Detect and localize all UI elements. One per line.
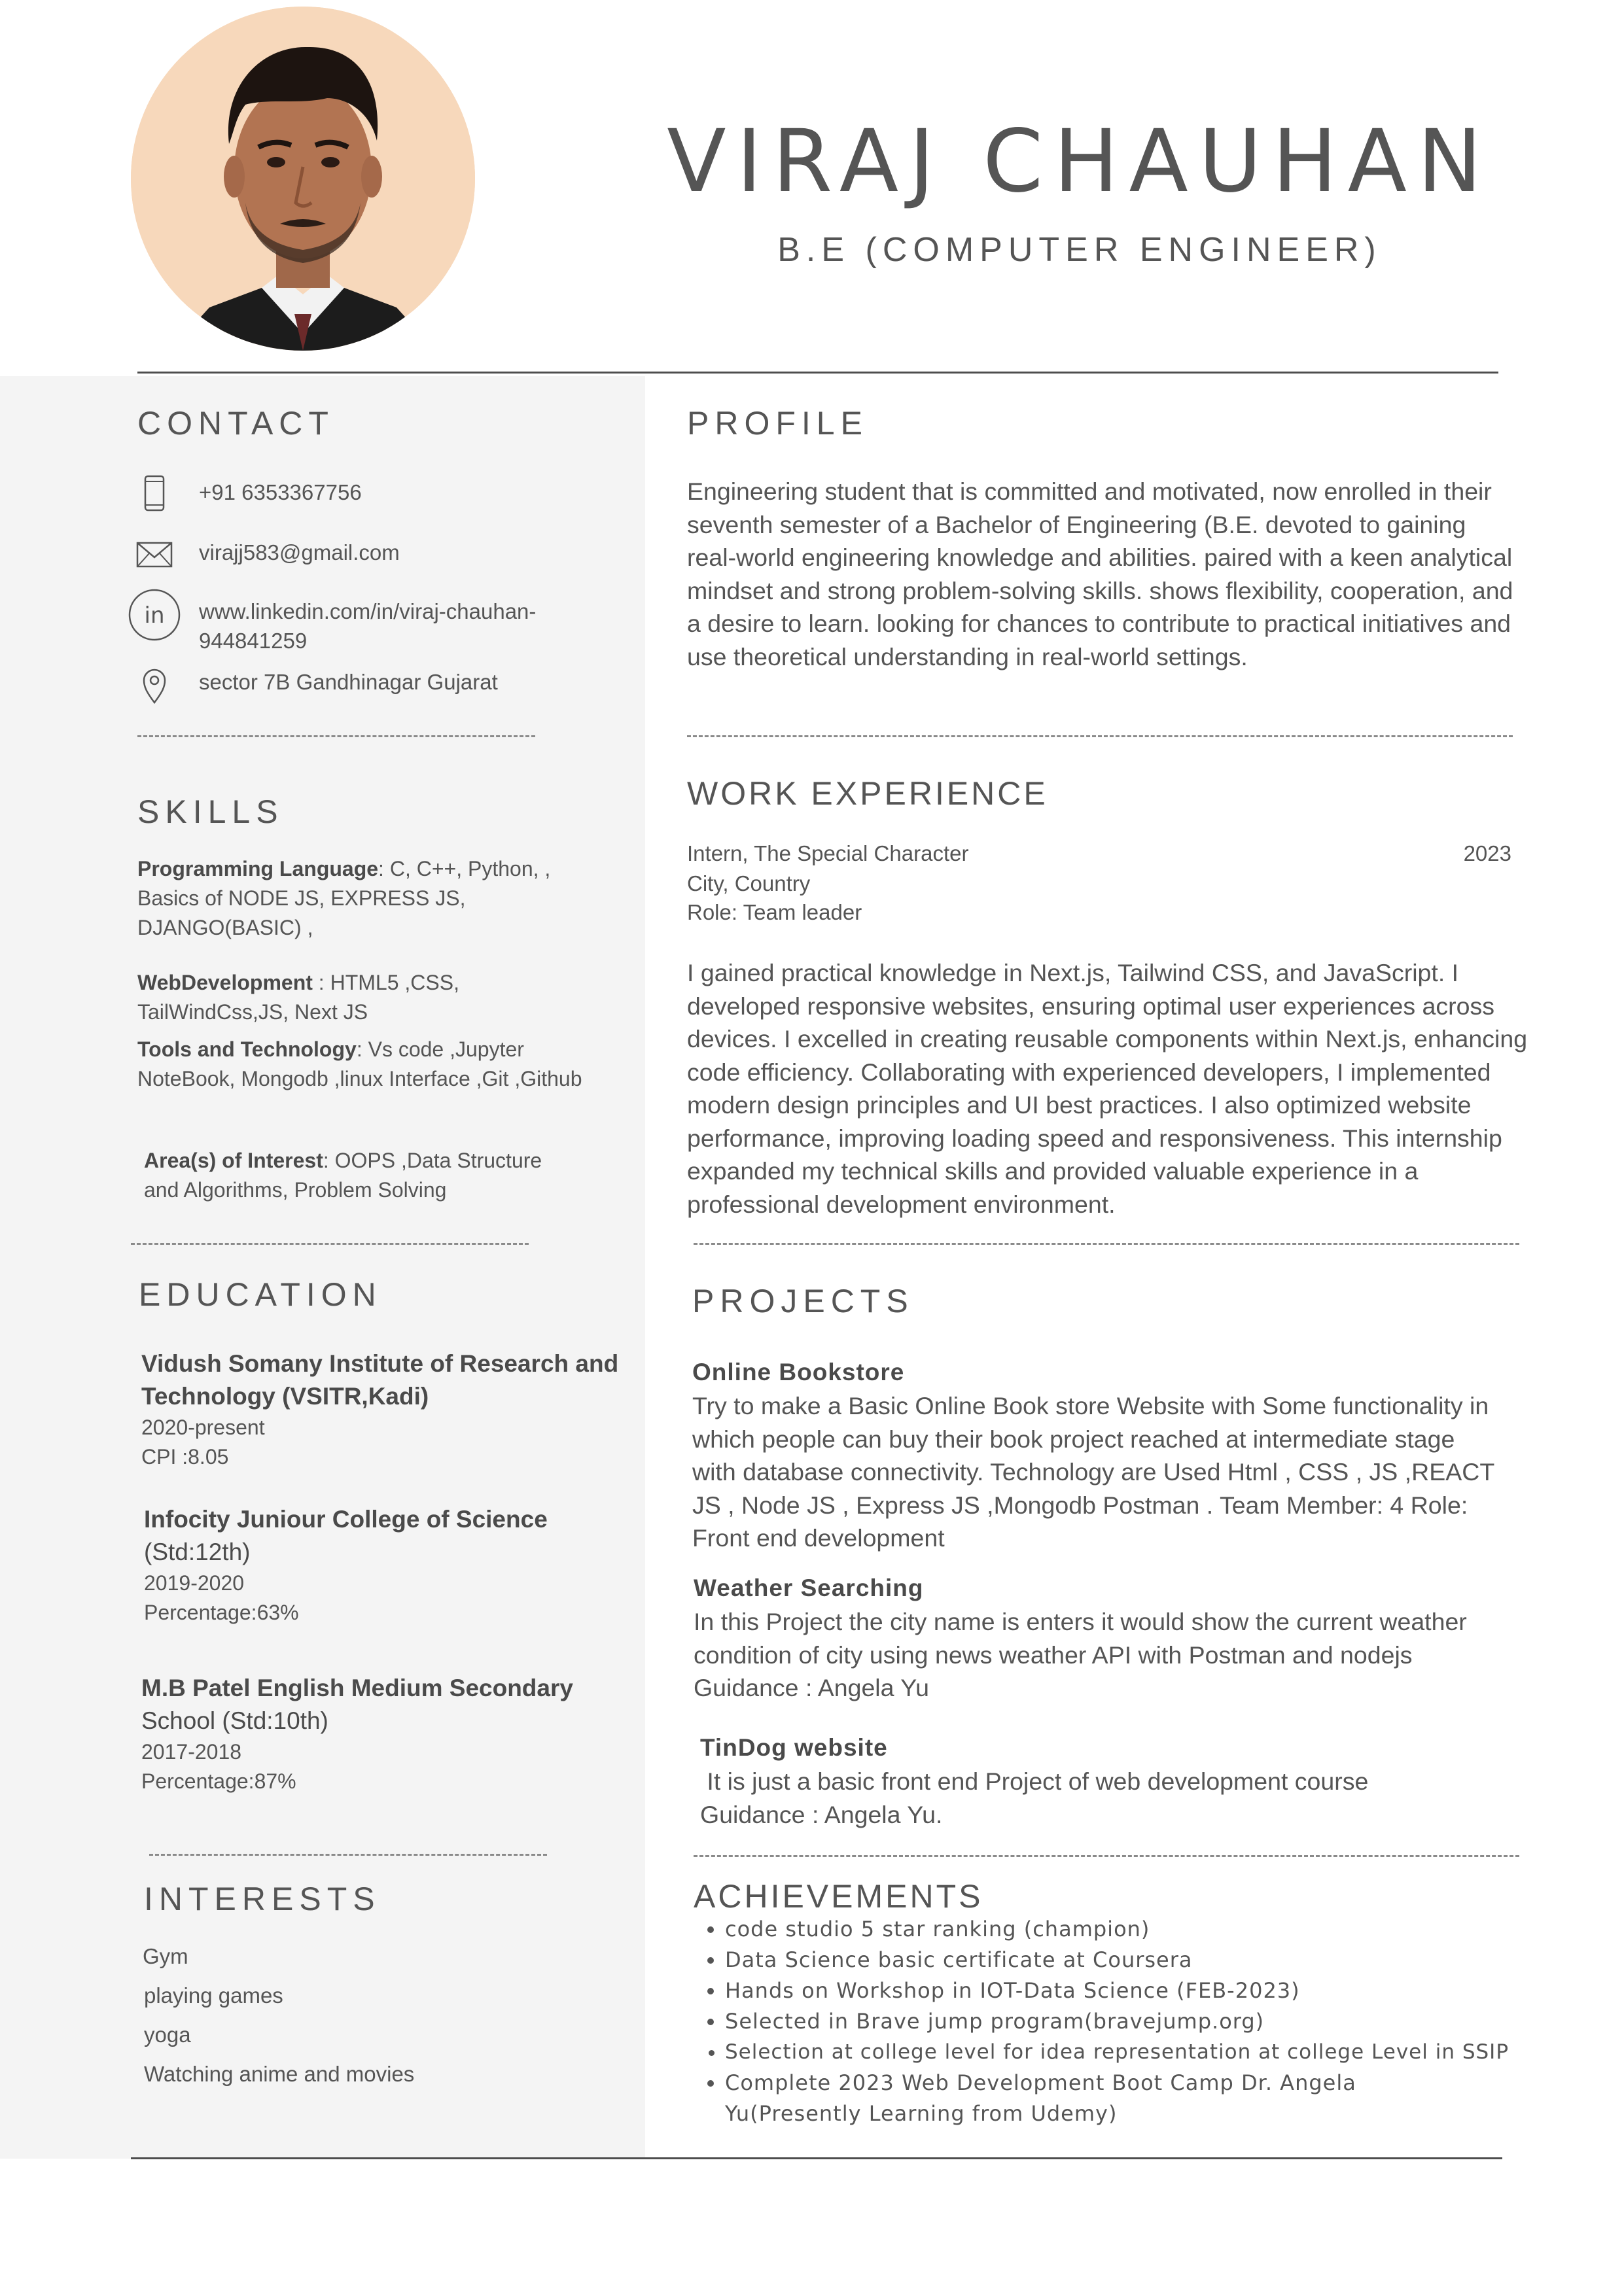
- profile-summary: Engineering student that is committed and motivated, now enrolled in their seventh semester of a Bachelor of Engineering (B.E. devoted to gaining real-world engineering knowledge and abilities. paired with a keen analytical mindset and strong problem-solving skills. shows flexibility, cooperation, and a desire to learn. looking for chances to contribute to practical initiatives and use theoretical understanding in real-world settings.: [687, 478, 1513, 670]
- svg-text:in: in: [144, 602, 165, 629]
- skill-value: : C, C++, Python, , Basics of NODE JS, EXPRESS JS, DJANGO(BASIC) ,: [137, 857, 551, 939]
- achievements-list: [687, 1914, 1576, 2129]
- education-years: 2019-2020: [144, 1571, 245, 1595]
- contact-email: [131, 532, 589, 585]
- skill-webdev: [137, 968, 589, 1027]
- project-name: TinDog website: [700, 1734, 888, 1761]
- avatar-portrait: [131, 7, 475, 351]
- project-item: [692, 1355, 1497, 1555]
- education-heading: EDUCATION: [139, 1276, 382, 1313]
- phone-icon: [131, 472, 178, 519]
- project-item: [700, 1731, 1439, 1831]
- education-entry: [144, 1503, 628, 1627]
- education-score: Percentage:87%: [141, 1769, 296, 1793]
- education-divider: [149, 1854, 547, 1856]
- work-description: I gained practical knowledge in Next.js, Tailwind CSS, and JavaScript. I developed responsive websites, ensuring optimal user experiences across devices. I excelled in creating reusable components within Next.js, enhancing code efficiency. Collaborating with experienced developers, I implemented modern design principles and UI best practices. I also optimized website performance, improving loading speed and responsiveness. This internship expanded my technical skills and provided valuable experience in a professional development environment.: [687, 959, 1528, 1218]
- work-divider: [694, 1243, 1519, 1245]
- contact-heading: CONTACT: [137, 405, 334, 442]
- skill-value: : Vs code ,Jupyter NoteBook, Mongodb ,linux Interface ,Git ,Github: [137, 1037, 582, 1090]
- profile-photo: [131, 7, 475, 351]
- education-entry: [141, 1672, 626, 1796]
- skill-tools: [137, 1035, 589, 1094]
- skills-heading: SKILLS: [137, 793, 284, 830]
- address: sector 7B Gandhinagar Gujarat: [199, 670, 498, 694]
- footer-divider: [131, 2157, 1502, 2159]
- work-location: City, Country: [687, 871, 811, 896]
- skill-label: Programming Language: [137, 857, 379, 880]
- interest-item: Watching anime and movies: [144, 2062, 415, 2086]
- envelope-icon: [131, 532, 178, 580]
- skills-divider: [131, 1243, 529, 1245]
- achievements-heading: ACHIEVEMENTS: [694, 1878, 983, 1915]
- linkedin-icon: [127, 587, 182, 642]
- interest-item: playing games: [144, 1983, 283, 2008]
- contact-address: [131, 662, 589, 714]
- achievement-item: • Selected in Brave jump program(bravejump.org): [725, 2006, 1576, 2037]
- phone-number[interactable]: +91 6353367756: [199, 480, 362, 504]
- contact-divider: [137, 735, 535, 737]
- interest-item: Gym: [143, 1944, 188, 1968]
- work-position: Intern, The Special Character: [687, 841, 969, 865]
- education-years: 2020-present: [141, 1416, 265, 1439]
- institution-name: Infocity Juniour College of Science: [144, 1506, 548, 1533]
- skill-label: Area(s) of Interest: [144, 1149, 323, 1172]
- candidate-title: B.E (COMPUTER ENGINEER): [777, 231, 1382, 269]
- linkedin-url[interactable]: www.linkedin.com/in/viraj-chauhan-944841259: [199, 599, 537, 653]
- institution-standard: (Std:12th): [144, 1539, 251, 1565]
- education-score: Percentage:63%: [144, 1601, 299, 1624]
- work-year: 2023: [1463, 841, 1511, 865]
- email-address[interactable]: virajj583@gmail.com: [199, 540, 400, 565]
- header-divider: [137, 372, 1498, 374]
- candidate-name: VIRAJ CHAUHAN: [667, 111, 1492, 212]
- project-name: Weather Searching: [694, 1574, 924, 1601]
- location-pin-icon: [131, 662, 178, 709]
- education-score: CPI :8.05: [141, 1445, 229, 1469]
- profile-heading: PROFILE: [687, 405, 868, 442]
- profile-divider: [687, 735, 1513, 737]
- institution-standard: School (Std:10th): [141, 1707, 328, 1734]
- institution-name: M.B Patel English Medium Secondary: [141, 1675, 573, 1701]
- project-description: In this Project the city name is enters it would show the current weather condition of city using news weather API with Postman and nodejs Guidance : Angela Yu: [694, 1608, 1467, 1701]
- projects-divider: [694, 1855, 1519, 1857]
- skill-value: : HTML5 ,CSS, TailWindCss,JS, Next JS: [137, 971, 459, 1024]
- projects-heading: PROJECTS: [692, 1283, 914, 1319]
- contact-phone: [131, 472, 589, 525]
- work-role: Role: Team leader: [687, 900, 862, 924]
- project-name: Online Bookstore: [692, 1359, 905, 1385]
- interest-item: yoga: [144, 2023, 191, 2047]
- skill-interest: [144, 1146, 569, 1205]
- skill-value: : OOPS ,Data Structure and Algorithms, Problem Solving: [144, 1149, 542, 1202]
- project-item: [694, 1571, 1492, 1705]
- interests-heading: INTERESTS: [144, 1881, 381, 1917]
- skill-label: Tools and Technology: [137, 1037, 357, 1061]
- achievement-item: • Complete 2023 Web Development Boot Camp Dr. Angela Yu(Presently Learning from Udemy): [725, 2068, 1497, 2129]
- work-heading: WORK EXPERIENCE: [687, 775, 1048, 812]
- education-years: 2017-2018: [141, 1740, 242, 1764]
- contact-linkedin: [131, 587, 589, 659]
- skill-label: WebDevelopment: [137, 971, 313, 994]
- achievement-item: • code studio 5 star ranking (champion): [725, 1914, 1576, 1945]
- project-description: It is just a basic front end Project of web development course Guidance : Angela Yu.: [700, 1767, 1375, 1828]
- achievement-item: • Hands on Workshop in IOT-Data Science (FEB-2023): [725, 1975, 1576, 2006]
- achievement-item: • Selection at college level for idea representation at college Level in SSIP: [725, 2037, 1576, 2068]
- institution-name: Vidush Somany Institute of Research and Technology (VSITR,Kadi): [141, 1350, 619, 1410]
- skill-programming: [137, 854, 589, 943]
- project-description: Try to make a Basic Online Book store Website with Some functionality in which people can buy their book project reached at intermediate stage with database connectivity. Technology are Used Html , CSS , JS ,REACT JS , Node JS , Express JS ,Mongodb Postman . Team Member: 4 Role: Front end development: [692, 1392, 1494, 1552]
- education-entry: [141, 1348, 626, 1472]
- achievement-item: • Data Science basic certificate at Coursera: [725, 1945, 1576, 1975]
